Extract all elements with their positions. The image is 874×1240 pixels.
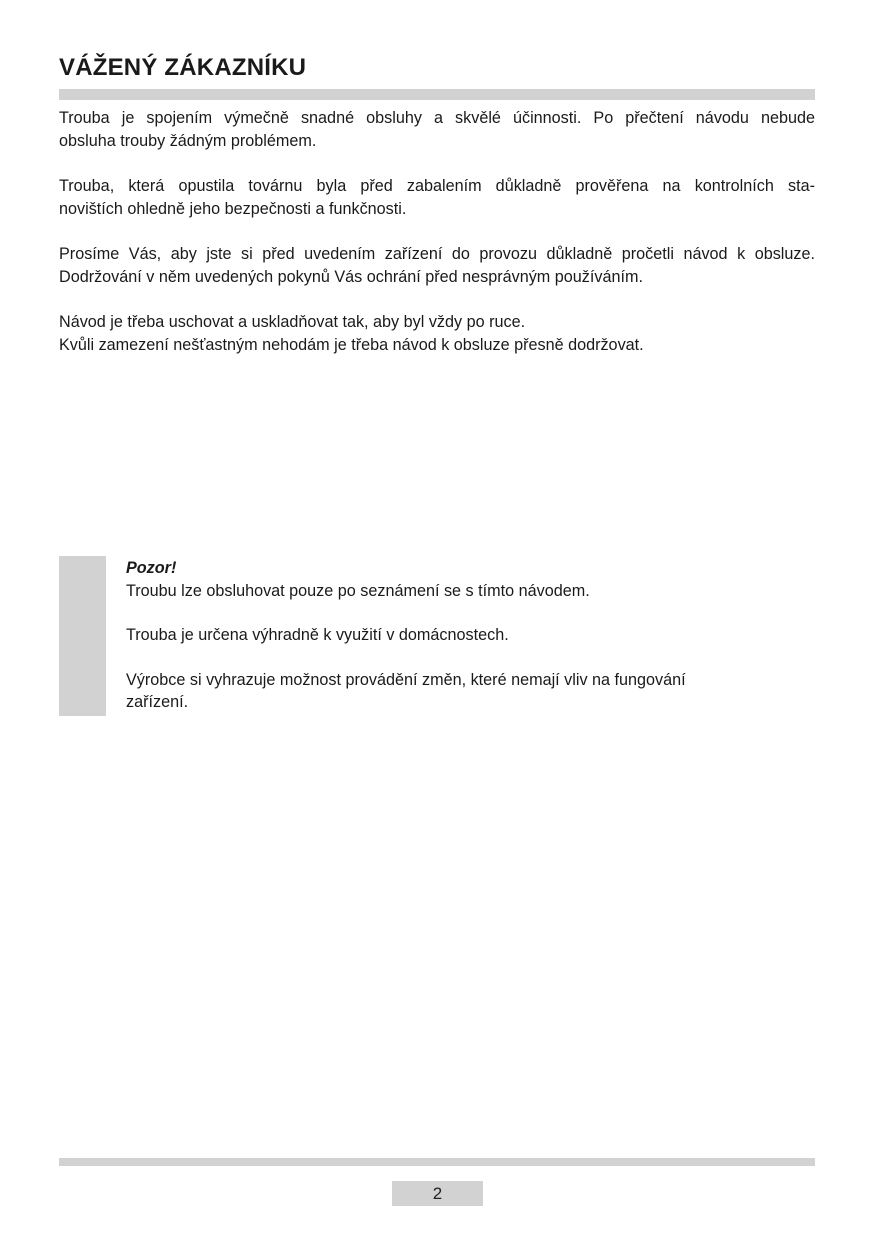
intro-paragraph (59, 107, 815, 152)
notice-heading: Pozor! (126, 559, 177, 577)
page-number: 2 (392, 1181, 483, 1206)
text-line: Trouba je určena výhradně k využití v domácnostech. (126, 626, 509, 644)
text-line: novištích ohledně jeho bezpečnosti a funkčnosti. (59, 199, 407, 218)
text-line: Trouba je spojením výmečně snadné obsluhy a skvělé účinnosti. Po přečtení návodu nebude (59, 109, 815, 127)
text-line: Návod je třeba uschovat a uskladňovat tak, aby byl vždy po ruce. (59, 313, 526, 331)
text-line: Výrobce si vyhrazuje možnost provádění změn, které nemají vliv na fungování (126, 670, 686, 689)
page-title: VÁŽENÝ ZÁKAZNÍKU (59, 54, 307, 81)
intro-paragraph (59, 311, 815, 356)
intro-text (59, 107, 815, 379)
notice-side-bar (59, 556, 106, 716)
text-line: Troubu lze obsluhovat pouze po seznámení se s tímto návodem. (126, 581, 590, 600)
notice-item (126, 580, 815, 603)
text-line: Kvůli zamezení nešťastným nehodám je třeba návod k obsluze přesně dodržovat. (59, 335, 644, 354)
warning-notice (59, 556, 815, 716)
title-divider (59, 89, 815, 100)
notice-item (126, 624, 815, 647)
intro-paragraph (59, 175, 815, 220)
text-line: Dodržování v něm uvedených pokynů Vás ochrání před nesprávným používáním. (59, 267, 643, 286)
text-line: Prosíme Vás, aby jste si před uvedením zařízení do provozu důkladně pročetli návod k obsluze. (59, 245, 815, 263)
notice-body (126, 557, 815, 736)
notice-item (126, 669, 815, 714)
text-line: Trouba, která opustila továrnu byla před zabalením důkladně prověřena na kontrolních sta- (59, 177, 815, 195)
text-line: obsluha trouby žádným problémem. (59, 131, 317, 150)
text-line: zařízení. (126, 693, 189, 711)
intro-paragraph (59, 243, 815, 288)
footer-divider (59, 1158, 815, 1166)
